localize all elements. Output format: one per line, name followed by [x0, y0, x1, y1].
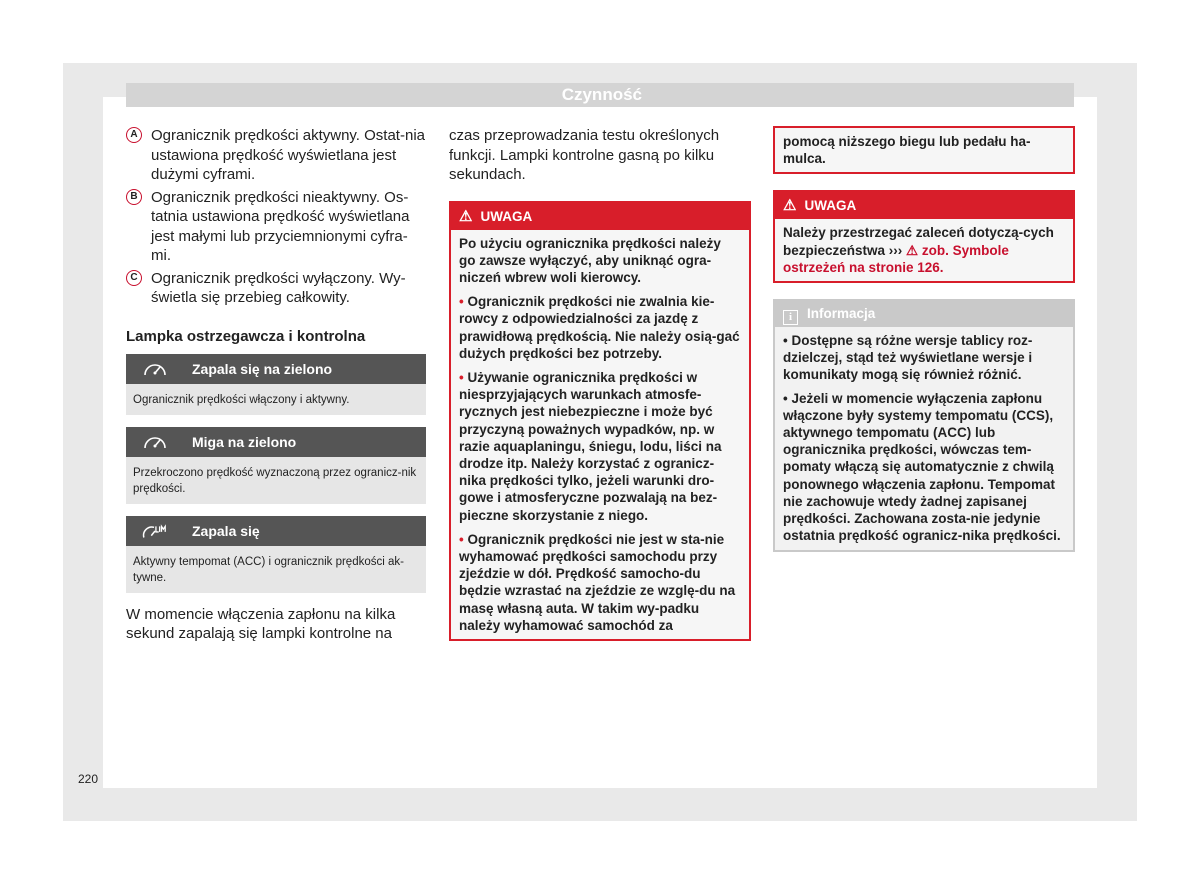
legend-item-a	[126, 126, 426, 185]
warning-title: UWAGA	[804, 198, 857, 214]
lamp-head	[126, 516, 426, 546]
page-number: 220	[78, 772, 99, 786]
speedometer-icon	[142, 433, 168, 451]
symbols-link[interactable]: zob. Symbole ostrzeżeń na stronie 126.	[783, 242, 1009, 275]
warning-bullet-text: Używanie ogranicznika prędkości w niesprzyjających warunkach atmosfe-rycznych jest niebezpieczne i może być przyczyną poważnych wypadków, np. w razie aquaplaningu, śniegu, lodu, liści na drodze itp. Należy korzystać z ogranicz-nika prędkości tylko, jeżeli warunki dro-gowe i atmosferyczne pozwalają na bez-pieczne skorzystanie z niego.	[459, 369, 722, 523]
legend-text-a: Ogranicznik prędkości aktywny. Ostat-nia ustawiona prędkość wyświetlana jest dużymi cyframi.	[151, 127, 425, 183]
lamp-box-blinking	[126, 427, 426, 504]
warning-link-triangle-icon: ⚠	[906, 242, 919, 258]
warning-triangle-icon: ⚠	[783, 197, 797, 215]
column-left	[126, 126, 426, 644]
info-bullet	[783, 332, 1065, 384]
legend-text-b: Ogranicznik prędkości nieaktywny. Os-tatnia ustawiona prędkość wyświetlana jest małymi lub przyciemnionymi cyfra-mi.	[151, 188, 410, 264]
info-title: Informacja	[807, 306, 876, 322]
lamp-head	[126, 427, 426, 457]
info-bullet-text: Dostępne są różne wersje tablicy roz-dzielczej, stąd też wyświetlane wersje i komunikaty mogą się również różnić.	[783, 333, 1033, 383]
column-right	[773, 126, 1075, 552]
info-bullet-text: Jeżeli w momencie wyłączenia zapłonu włączone były systemy tempomatu (CCS), aktywnego tempomatu (ACC) lub ogranicznika prędkości, wówczas tem-pomaty włączą się automatycznie z chwilą ponownego włączenia zapłonu. Tempomat nie zachowuje wtedy żadnej zapisanej prędkości. Zachowana zosta-nie jedynie ostatnia prędkość ogranicz-nika prędkości.	[783, 390, 1061, 544]
info-box	[773, 299, 1075, 552]
speedometer-lim-icon	[142, 522, 168, 540]
warning-header	[775, 192, 1073, 219]
warning-bullet	[459, 293, 741, 362]
info-bullet	[783, 390, 1065, 545]
col1-footer-text: W momencie włączenia zapłonu na kilka sekund zapalają się lampki kontrolne na	[126, 605, 396, 642]
warning-body	[451, 230, 749, 639]
section-header: Czynność	[126, 83, 1074, 107]
lamp-title: Zapala się na zielono	[192, 360, 333, 377]
legend-item-b	[126, 188, 426, 266]
lamps-section-title: Lampka ostrzegawcza i kontrolna	[126, 327, 366, 345]
warning-bullet-text: Ogranicznik prędkości nie zwalnia kie-rowcy z odpowiedzialności za jazdę z prawidłową prędkością. Nie należy osią-gać dużych prędkości bez potrzeby.	[459, 294, 740, 361]
bullet-icon: •	[783, 390, 788, 406]
lamp-title: Zapala się	[192, 522, 260, 539]
info-header	[775, 301, 1073, 327]
warning-triangle-icon: ⚠	[459, 207, 473, 225]
warning-bullet	[459, 369, 741, 524]
bullet-icon: •	[459, 531, 464, 547]
warning-bullet	[459, 531, 741, 634]
info-icon: i	[783, 310, 798, 325]
info-body	[775, 327, 1073, 550]
warning-box-2	[773, 190, 1075, 283]
warning-continued: pomocą niższego biegu lub pedału ha-mulca.	[773, 126, 1075, 174]
lamp-box-green	[126, 354, 426, 415]
lamp-head	[126, 354, 426, 384]
lamp-title: Miga na zielono	[192, 433, 297, 450]
legend-text-c: Ogranicznik prędkości wyłączony. Wy-świetla się przebieg całkowity.	[151, 269, 406, 306]
warning-text: Należy przestrzegać zaleceń dotyczą-cych bezpieczeństwa ›››	[783, 225, 1054, 258]
legend-letter-c: C	[126, 270, 142, 286]
warning-title: UWAGA	[480, 208, 533, 224]
bullet-icon: •	[459, 369, 464, 385]
lamp-box-acc	[126, 516, 426, 593]
warning-header	[451, 203, 749, 230]
legend-letter-b: B	[126, 189, 142, 205]
legend-item-c	[126, 269, 426, 308]
column-middle	[449, 126, 751, 641]
legend-letter-a: A	[126, 127, 142, 143]
bullet-icon: •	[459, 294, 464, 310]
warning-body	[775, 219, 1073, 281]
lamp-desc: Przekroczono prędkość wyznaczoną przez ogranicz-nik prędkości.	[126, 457, 426, 504]
speedometer-icon	[142, 360, 168, 378]
bullet-icon: •	[783, 333, 788, 349]
col2-intro-text: czas przeprowadzania testu określonych funkcji. Lampki kontrolne gasną po kilku sekundach.	[449, 127, 720, 183]
warning-intro: Po użyciu ogranicznika prędkości należy go zawsze wyłączyć, aby uniknąć ogra-niczeń wbrew woli kierowcy.	[459, 235, 721, 285]
warning-bullet-text: Ogranicznik prędkości nie jest w sta-nie wyhamować prędkości samochodu przy zjeździe w dół. Prędkość samocho-du będzie wzrastać na zjeździe ze wzglę-du na masę własną auta. W takim wy-padku należy wyhamować samochód za	[459, 531, 736, 633]
lamp-desc: Aktywny tempomat (ACC) i ogranicznik prędkości ak-tywne.	[126, 546, 426, 593]
warning-box	[449, 201, 751, 641]
lamp-desc: Ogranicznik prędkości włączony i aktywny.	[126, 384, 426, 415]
